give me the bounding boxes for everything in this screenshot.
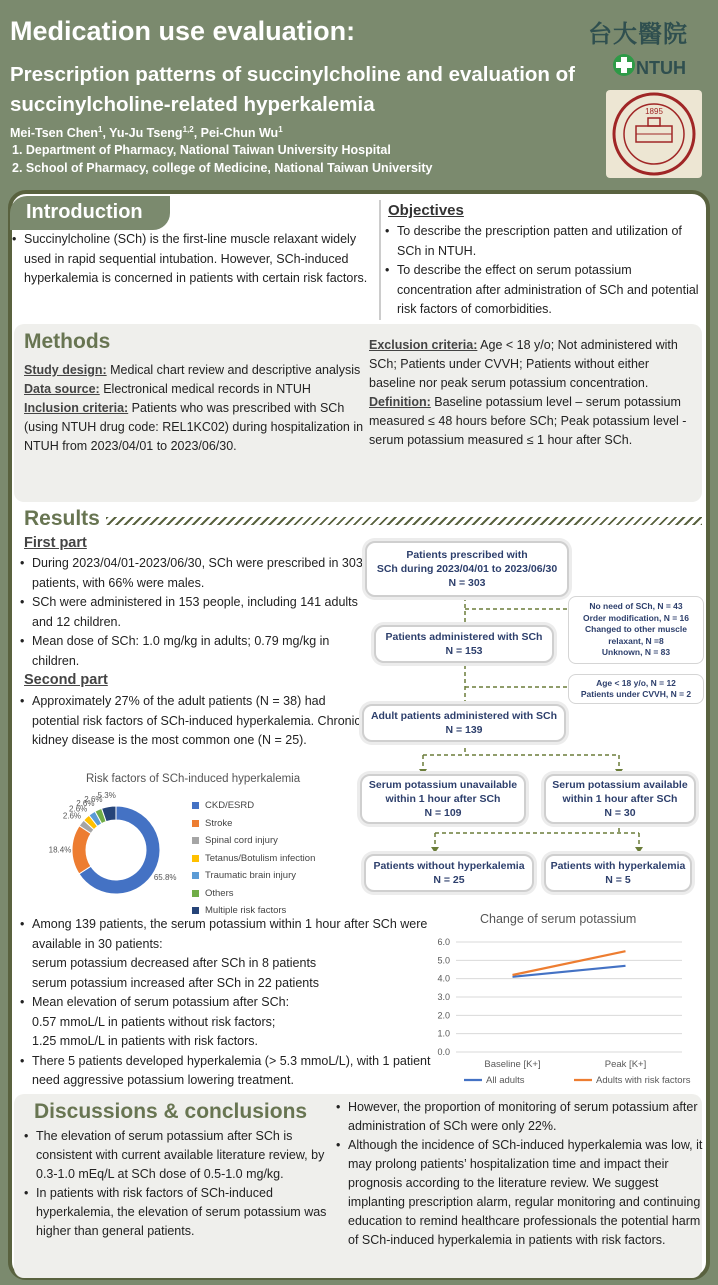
- donut-data-label: 5.3%: [97, 790, 116, 800]
- poster-subtitle: Prescription patterns of succinylcholine and evaluation of succinylcholine-related hyperkalemia: [10, 63, 576, 116]
- exclusion-text: Age < 18 y/o; Not administered with SCh; Patients under CVVH; Patients without either baseline nor peak serum potassium concentration.: [369, 338, 678, 390]
- legend-label: Spinal cord injury: [205, 835, 278, 847]
- flow-box-available: Serum potassium available within 1 hour after SCh N = 30: [544, 774, 696, 824]
- second-part-bullet: • Approximately 27% of the adult patients (N = 38) had potential risk factors of SCh-induced hyperkalemia. Chronic kidney disease is the most common one (N = 25).: [20, 692, 365, 751]
- flow-box-adults: Adult patients administered with SCh N = 139: [362, 704, 566, 742]
- legend-label: Stroke: [205, 817, 233, 829]
- objectives-heading: Objectives: [388, 202, 464, 219]
- study-design-text: Medical chart review and descriptive analysis: [106, 363, 361, 377]
- methods-heading: Methods: [24, 330, 111, 353]
- exclusion-criteria: [369, 336, 699, 393]
- flow-box-administered: Patients administered with SCh N = 153: [374, 625, 554, 663]
- discussion-bullet: • Although the incidence of SCh-induced hyperkalemia was low, it may prolong patients’ hospitalization time and impact their prognosis according to the literature review. We suggest implanting prescription alarm, regular monitoring and continuing education to remind healthcare professionals the potential harm of SCh-induced hyperkalemia in patients with risk factors.: [336, 1136, 706, 1250]
- seal-year: 1895: [645, 107, 663, 116]
- author-affiliation-mark: 1,2: [182, 125, 194, 134]
- introduction-section: [12, 230, 368, 324]
- second-part-list: [20, 692, 365, 751]
- affiliation-1: 1. Department of Pharmacy, National Taiwan University Hospital: [12, 143, 391, 157]
- legend-swatch: [192, 837, 199, 844]
- inclusion-criteria: [24, 399, 364, 456]
- methods-right-column: [369, 336, 699, 450]
- inclusion-text: Patients who was prescribed with SCh (using NTUH drug code: REL1KC02) during hospitalization in NTUH from 2023/04/01 to 2023/06/30.: [24, 401, 364, 453]
- legend-swatch: [192, 890, 199, 897]
- legend-item: [192, 850, 315, 868]
- flow-box-unavailable: Serum potassium unavailable within 1 hour after SCh N = 109: [360, 774, 526, 824]
- donut-chart-title: Risk factors of SCh-induced hyperkalemia: [86, 773, 301, 785]
- inclusion-label: Inclusion criteria:: [24, 401, 129, 415]
- flow-box-no-hyperkalemia: Patients without hyperkalemia N = 25: [364, 854, 534, 892]
- legend-swatch: [192, 802, 199, 809]
- discussion-bullet: • In patients with risk factors of SCh-induced hyperkalemia, the elevation of serum potassium was higher than general patients.: [24, 1184, 329, 1241]
- donut-legend: [192, 797, 315, 920]
- x-tick-label: Baseline [K+]: [484, 1059, 541, 1070]
- y-tick-label: 3.0: [437, 992, 450, 1002]
- discussion-bullet: • However, the proportion of monitoring of serum potassium after administration of SCh were only 22%.: [336, 1098, 706, 1136]
- definition-text: Baseline potassium level – serum potassium measured ≤ 48 hours before SCh; Peak potassium level - serum potassium measured ≤ 1 hour after SCh.: [369, 395, 687, 447]
- y-tick-label: 0.0: [437, 1047, 450, 1057]
- exclusion-label: Exclusion criteria:: [369, 338, 478, 352]
- data-source: [24, 380, 364, 399]
- donut-data-label: 2.6%: [76, 799, 95, 809]
- y-tick-label: 6.0: [437, 937, 450, 947]
- flow-box-prescribed: Patients prescribed with SCh during 2023/04/01 to 2023/06/30 N = 303: [365, 541, 569, 597]
- first-part-bullet: • SCh were administered in 153 people, including 141 adults and 12 children.: [20, 593, 365, 632]
- objectives-section: [385, 222, 703, 320]
- objective-bullet: • To describe the prescription patten and utilization of SCh in NTUH.: [385, 222, 703, 261]
- x-tick-label: Peak [K+]: [604, 1059, 647, 1070]
- introduction-heading: Introduction: [10, 196, 170, 230]
- definition-label: Definition:: [369, 395, 431, 409]
- data-source-text: Electronical medical records in NTUH: [99, 382, 311, 396]
- summary-bullet: • Mean elevation of serum potassium after SCh: 0.57 mmoL/L in patients without risk factors; 1.25 mmoL/L in patients with risk factors.: [20, 993, 440, 1052]
- flow-box-hyperkalemia: Patients with hyperkalemia N = 5: [544, 854, 692, 892]
- results-divider: [106, 517, 702, 525]
- y-tick-label: 4.0: [437, 973, 450, 984]
- first-part-heading: First part: [24, 535, 87, 551]
- donut-data-label: 2.6%: [84, 794, 103, 804]
- potassium-line-chart: [420, 932, 700, 1084]
- second-part-section: [20, 692, 365, 751]
- logo-brand: NTUH: [636, 58, 686, 78]
- objective-bullet: • To describe the effect on serum potassium concentration after administration of SCh and potential risk factors of comorbidities.: [385, 261, 703, 320]
- legend-swatch: [192, 855, 199, 862]
- results-summary-list: [20, 915, 440, 1091]
- line-chart-title: Change of serum potassium: [480, 912, 637, 926]
- flow-note-excluded-2: Age < 18 y/o, N = 12 Patients under CVVH, N = 2: [568, 674, 704, 704]
- legend-item: [192, 832, 315, 850]
- logo-chinese-text: 台大醫院: [588, 19, 688, 48]
- legend-swatch: [192, 872, 199, 879]
- author-affiliation-mark: 1: [97, 125, 103, 134]
- summary-bullet: • Among 139 patients, the serum potassium within 1 hour after SCh were available in 30 patients: serum potassium decreased after SCh in 8 patients serum potassium increased after SCh in 22 patients: [20, 915, 440, 993]
- poster-title: Medication use evaluation:: [10, 16, 356, 46]
- donut-slice-stroke: [72, 826, 91, 874]
- first-part-bullet: • Mean dose of SCh: 1.0 mg/kg in adults; 0.79 mg/kg in children.: [20, 632, 365, 671]
- legend-swatch: [192, 907, 199, 914]
- legend-label: Others: [205, 887, 234, 899]
- results-heading: Results: [24, 507, 100, 530]
- section-divider: [379, 200, 381, 320]
- donut-data-label: 2.6%: [69, 804, 88, 814]
- author-list: Mei-Tsen Chen$^1$, Yu-Ju Tseng$^{1,2}$, Pei-Chun Wu$^1$: [10, 125, 283, 141]
- introduction-list: [12, 230, 368, 289]
- affiliation-2: 2. School of Pharmacy, college of Medicine, National Taiwan University: [12, 161, 433, 175]
- donut-data-label: 2.6%: [62, 811, 82, 821]
- author-name: Pei-Chun Wu$^1$: [200, 125, 283, 141]
- discussion-bullet: • The elevation of serum potassium after SCh is consistent with current available literature review, by 0.3-1.0 mEq/L at SCh dose of 0.5-1.0 mg/kg.: [24, 1127, 329, 1184]
- objectives-list: [385, 222, 703, 320]
- author-affiliation-mark: 1: [278, 125, 283, 134]
- data-source-label: Data source:: [24, 382, 100, 396]
- methods-left-column: [24, 361, 364, 456]
- donut-data-label: 18.4%: [48, 845, 72, 855]
- legend-item: [192, 885, 315, 903]
- legend-label: CKD/ESRD: [205, 800, 255, 812]
- flow-note-excluded-1: No need of SCh, N = 43 Order modification, N = 16 Changed to other muscle relaxant, N =8 Unknown, N = 83: [568, 596, 704, 664]
- y-tick-label: 2.0: [437, 1010, 450, 1021]
- legend-label: Traumatic brain injury: [205, 870, 296, 882]
- discussion-left-list: [24, 1127, 329, 1241]
- definition: [369, 393, 699, 450]
- legend-item: [192, 867, 315, 885]
- legend-label: Adults with risk factors: [596, 1075, 691, 1084]
- first-part-bullet: • During 2023/04/01-2023/06/30, SCh were prescribed in 303 patients, with 66% were males.: [20, 554, 365, 593]
- legend-label: All adults: [486, 1075, 525, 1084]
- discussion-heading: Discussions & conclusions: [34, 1100, 308, 1123]
- introduction-bullet: • Succinylcholine (SCh) is the first-line muscle relaxant widely used in rapid sequential intubation. However, SCh-induced hyperkalemia is concerned in patients with certain risk factors.: [12, 230, 368, 289]
- second-part-heading: Second part: [24, 672, 108, 688]
- y-tick-label: 1.0: [437, 1028, 450, 1039]
- legend-item: [192, 815, 315, 833]
- legend-label: Tetanus/Botulism infection: [205, 852, 316, 864]
- y-tick-label: 5.0: [437, 955, 450, 966]
- author-name: Mei-Tsen Chen$^1$: [10, 125, 103, 141]
- results-summary: [20, 915, 440, 1091]
- legend-swatch: [192, 820, 199, 827]
- hospital-seal: [606, 90, 702, 178]
- first-part-section: [20, 554, 365, 671]
- legend-item: [192, 797, 315, 815]
- author-name: Yu-Ju Tseng$^{1,2}$: [109, 125, 194, 141]
- legend-label: Multiple risk factors: [205, 905, 287, 917]
- first-part-list: [20, 554, 365, 671]
- risk-factor-donut-chart: [36, 786, 196, 910]
- study-design-label: Study design:: [24, 363, 107, 377]
- discussion-left-column: [24, 1127, 329, 1241]
- summary-bullet: • There 5 patients developed hyperkalemia (> 5.3 mmoL/L), with 1 patient need aggressive potassium lowering treatment.: [20, 1052, 440, 1091]
- discussion-right-list: [336, 1098, 706, 1250]
- study-design: [24, 361, 364, 380]
- discussion-right-column: [336, 1098, 706, 1250]
- donut-data-label: 65.8%: [153, 872, 177, 882]
